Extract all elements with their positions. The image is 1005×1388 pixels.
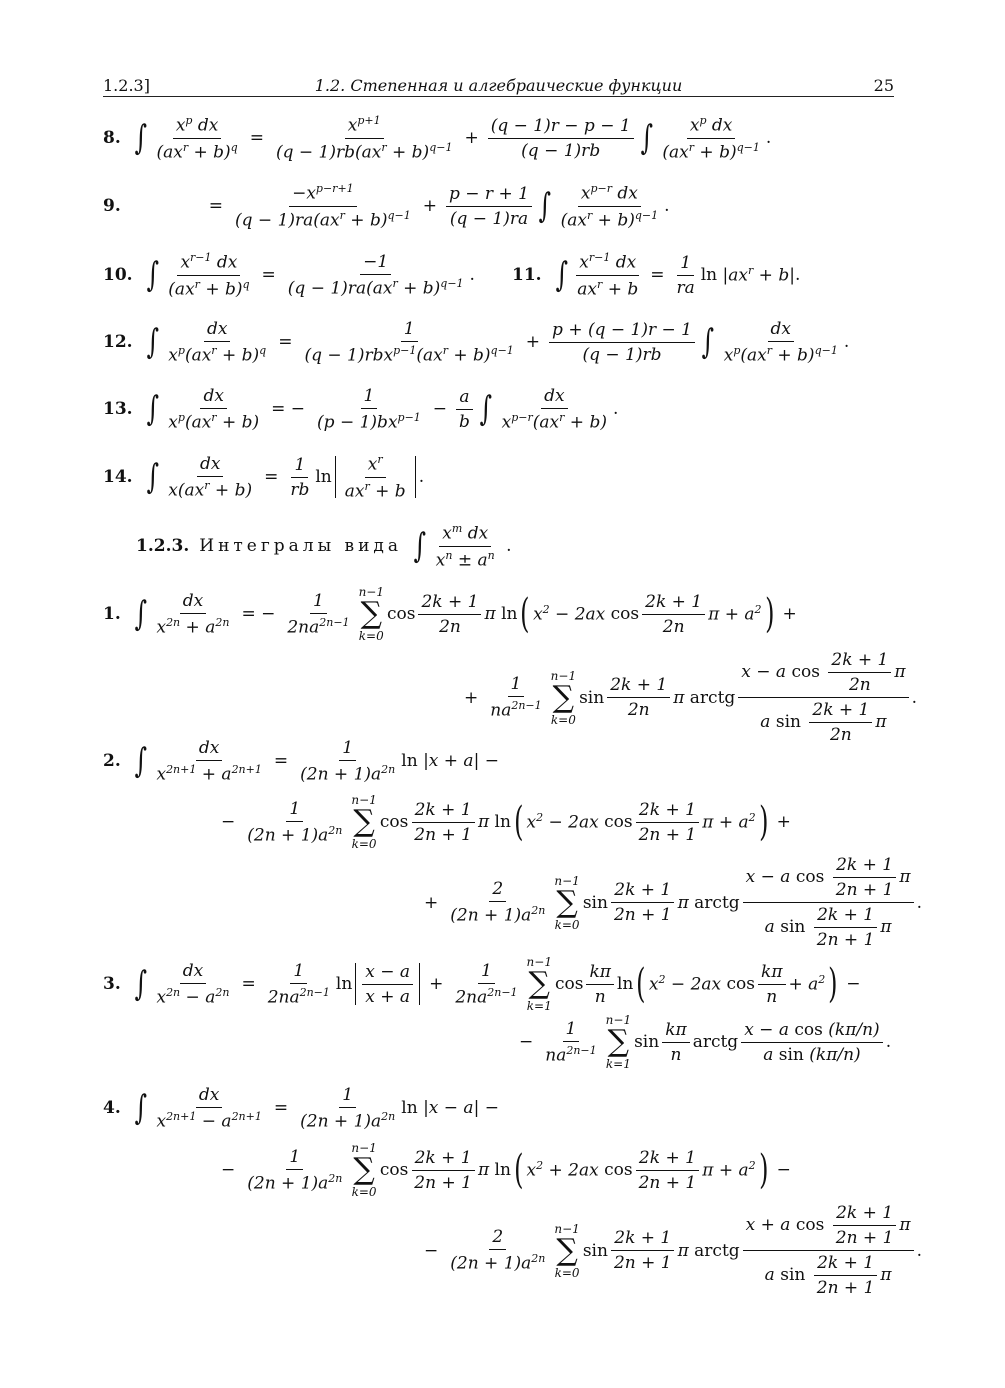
formula-13: 13. ∫ dx $x^p(ax^r + b)$ = − 1 $(p - 1)bx^{p-1}$ − $\frac{a}{b}$ ∫ dx $x^{p-r}(ax^r + b)$ . [103, 386, 619, 433]
formula-12: 12. ∫ dx $x^p(ax^r + b)^q$ = 1 $(q - 1)rbx^{p-1}(ax^r + b)^{q-1}$ + $\frac{p + (q - 1)r - 1}{(q - 1)rb}$ ∫ dx $x^p(ax^r + b)^{q-1}$ . [103, 319, 850, 366]
section-number: 1.2.3. [136, 536, 190, 557]
formula-number: 9. [103, 196, 121, 217]
formula-1: 1. ∫ $\frac{dx}{x^{2n} + a^{2n}}$ = − $\frac{1}{2na^{2n-1}}$ n−1 ∑ k=0 cos 2k + 1 2n π ln ( $x^2 - 2ax$ cos 2k + 1 2n $\pi + a^2$ ) + [103, 585, 797, 643]
formula-number: 13. [103, 399, 133, 420]
formula-number: 14. [103, 467, 133, 488]
formula-8: 8. ∫ $x^p$ dx $(ax^r + b)^q$ = $x^{p+1}$ $(q - 1)rb(ax^r + b)^{q-1}$ + $\frac{(q - 1)r - p - 1}{(q - 1)rb}$ ∫ $x^p$ dx $(ax^r + b)^{q-1}$ . [103, 114, 772, 163]
formula-number: 1. [103, 604, 121, 624]
formula-number: 2. [103, 751, 121, 772]
formula-number: 10. [103, 265, 133, 286]
formula-2-cont-1: − $\frac{1}{(2n + 1)a^{2n}}$ n−1 ∑ k=0 cos 2k + 1 2n + 1 π ln ( $x^2 - 2ax$ cos 2k + 1 2n + 1 $\pi + a^2$ ) + [221, 793, 791, 851]
formula-number: 8. [103, 128, 121, 149]
formula-number: 12. [103, 332, 133, 353]
running-header [103, 74, 894, 97]
formula-4-cont-2: − $\frac{2}{(2n + 1)a^{2n}}$ n−1 ∑ k=0 sin 2k + 1 2n + 1 π arctg x + a cos $\frac{2k + 1}{2n + 1}$ π a sin $\frac{2k + 1}{2n + 1}$ π . [424, 1203, 922, 1298]
formula-10: 10. ∫ $x^{r-1}$ dx $(ax^r + b)^q$ = −1 $(q - 1)ra(ax^r + b)^{q-1}$ . [103, 251, 475, 300]
formula-number: 4. [103, 1098, 121, 1119]
formula-4-cont-1: − $\frac{1}{(2n + 1)a^{2n}}$ n−1 ∑ k=0 cos 2k + 1 2n + 1 π ln ( $x^2 + 2ax$ cos 2k + 1 2n + 1 $\pi + a^2$ ) − [221, 1141, 791, 1199]
formula-4: 4. ∫ $\frac{dx}{x^{2n+1} - a^{2n+1}}$ = $\frac{1}{(2n + 1)a^{2n}}$ ln |x − a| − [103, 1085, 499, 1132]
formula-2-cont-2: + $\frac{2}{(2n + 1)a^{2n}}$ n−1 ∑ k=0 sin 2k + 1 2n + 1 π arctg x − a cos $\frac{2k + 1}{2n + 1}$ π a sin $\frac{2k + 1}{2n + 1}$ π . [424, 855, 922, 950]
formula-3-cont: − $\frac{1}{na^{2n-1}}$ n−1 ∑ k=1 sin kπ n arctg x − a cos (kπ/n) a sin (kπ/n) . [519, 1013, 892, 1071]
formula-9: 9. = $-x^{p-r+1}$ $(q - 1)ra(ax^r + b)^{q-1}$ + $\frac{p - r + 1}{(q - 1)ra}$ ∫ $x^{p-r}$ dx $(ax^r + b)^{q-1}$ . [103, 182, 670, 231]
formula-2: 2. ∫ $\frac{dx}{x^{2n+1} + a^{2n+1}}$ = $\frac{1}{(2n + 1)a^{2n}}$ ln |x + a| − [103, 738, 499, 785]
section-heading: 1.2.3. Интегралы вида ∫ $x^m$ dx $x^n \pm a^n$ . [136, 522, 512, 571]
header-page-number: 25 [873, 76, 894, 95]
formula-3: 3. ∫ $\frac{dx}{x^{2n} - a^{2n}}$ = $\frac{1}{2na^{2n-1}}$ ln x − a x + a + $\frac{1}{2na^{2n-1}}$ n−1 ∑ k=1 cos kπ n ln ( $x^2 - 2ax$ cos kπ n + $a^2$ ) − [103, 955, 861, 1013]
header-chapter-title: 1.2. Степенная и алгебраические функции [314, 76, 683, 95]
formula-number: 11. [512, 265, 542, 286]
formula-14: 14. ∫ dx $x(ax^r + b)$ = $\frac{1}{rb}$ ln $x^r$ $ax^r + b$ . [103, 453, 425, 502]
section-title: Интегралы вида [199, 536, 403, 557]
formula-1-cont: + $\frac{1}{na^{2n-1}}$ n−1 ∑ k=0 sin 2k + 1 2n π arctg x − a cos $\frac{2k + 1}{2n}$ π a sin $\frac{2k + 1}{2n}$ π . [464, 650, 917, 745]
formula-number: 3. [103, 974, 121, 994]
header-section-ref: 1.2.3] [103, 76, 150, 95]
formula-11: 11. ∫ $x^{r-1}$ dx $ax^r + b$ = $\frac{1}{ra}$ ln $|ax^r + b|$ . [512, 251, 801, 300]
